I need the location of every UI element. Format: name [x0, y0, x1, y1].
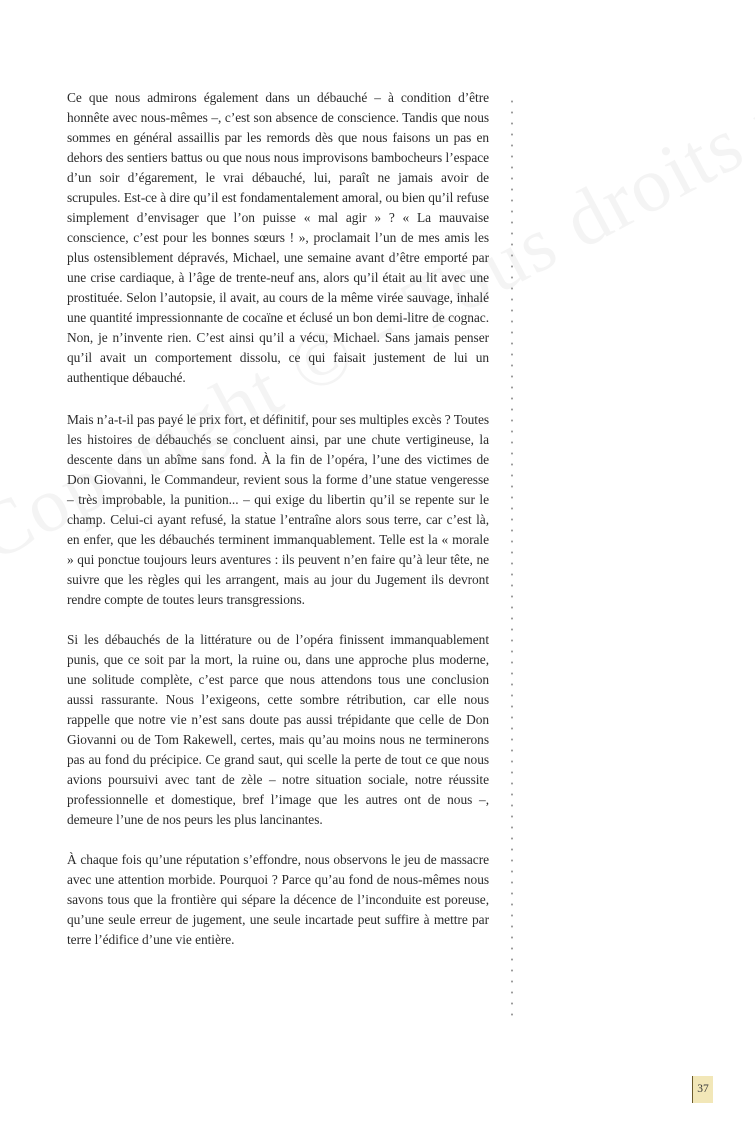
paragraph-1: Ce que nous admirons également dans un débauché – à condition d’être honnête avec nous-mêmes –, c’est son absence de conscience. Tandis que nous sommes en général assaillis par les remords dès que nous faisons un pas en dehors des sentiers battus ou que nous nous improvisons bambocheurs l’espace d’un soir d’égarement, le vrai débauché, lui, paraît ne jamais avoir de scrupules. Est-ce à dire qu’il est fondamentalement amoral, ou bien qu’il refuse simplement d’envisager que l’on puisse « mal agir » ? « La mauvaise conscience, c’est pour les bonnes sœurs ! », proclamait l’un de mes amis les plus ostensiblement dépravés, Michael, une semaine avant d’être emporté par une crise cardiaque, à l’âge de trente-neuf ans, alors qu’il était au lit avec une prostituée. Selon l’autopsie, il avait, au cours de la même virée sauvage, inhalé une quantité impressionnante de cocaïne et éclusé un bon demi-litre de cognac. Non, je n’invente rien. C’est ainsi qu’il a vécu, Michael. Sans jamais penser qu’il avait un comportement dissolu, ce qui faisait justement de lui un authentique débauché.	[67, 90, 489, 385]
paragraph-3: Si les débauchés de la littérature ou de l’opéra finissent immanquablement punis, que ce soit par la mort, la ruine ou, dans une approche plus moderne, une solitude complète, c’est parce que nous attendons tous une conclusion aussi rassurante. Nous l’exigeons, cette sombre rétribution, car elle nous rappelle que notre vie n’est sans doute pas aussi trépidante que celle de Don Giovanni ou de Tom Rakewell, certes, mais qu’au moins nous ne terminerons pas au fond du précipice. Ce grand saut, qui scelle la perte de tout ce que nous avions poursuivi avec tant de zèle – notre situation sociale, notre réussite professionnelle et domestique, bref l’image que les autres ont de nous –, demeure l’une de nos peurs les plus lancinantes.	[67, 632, 489, 827]
dotted-margin-rule	[510, 96, 514, 1016]
text-column	[67, 88, 489, 970]
paragraph-2: Mais n’a-t-il pas payé le prix fort, et définitif, pour ses multiples excès ? Toutes les histoires de débauchés se concluent ainsi, par une chute vertigineuse, la descente dans un abîme sans fond. À la fin de l’opéra, l’une des victimes de Don Giovanni, le Commandeur, revient sous la forme d’une statue vengeresse – très improbable, la punition... – qui exige du libertin qu’il se repente sur le champ. Celui-ci ayant refusé, la statue l’entraîne alors sous terre, car c’est là, en enfer, que les débauchés terminent immanquablement. Telle est la « morale » qui ponctue toujours leurs aventures : ils peuvent n’en faire qu’à leur tête, ne suivre que les règles qui les arrangent, mais au jour du Jugement ils devront rendre compte de toutes leurs transgressions.	[67, 412, 489, 607]
page-number: 37	[692, 1076, 713, 1103]
paragraph-4: À chaque fois qu’une réputation s’effondre, nous observons le jeu de massacre avec une attention morbide. Pourquoi ? Parce qu’au fond de nous-mêmes nous savons tous que la frontière qui sépare la décence de l’inconduite est poreuse, qu’une seule erreur de jugement, une seule incartade peut suffire à mettre par terre l’édifice d’une vie entière.	[67, 852, 489, 947]
